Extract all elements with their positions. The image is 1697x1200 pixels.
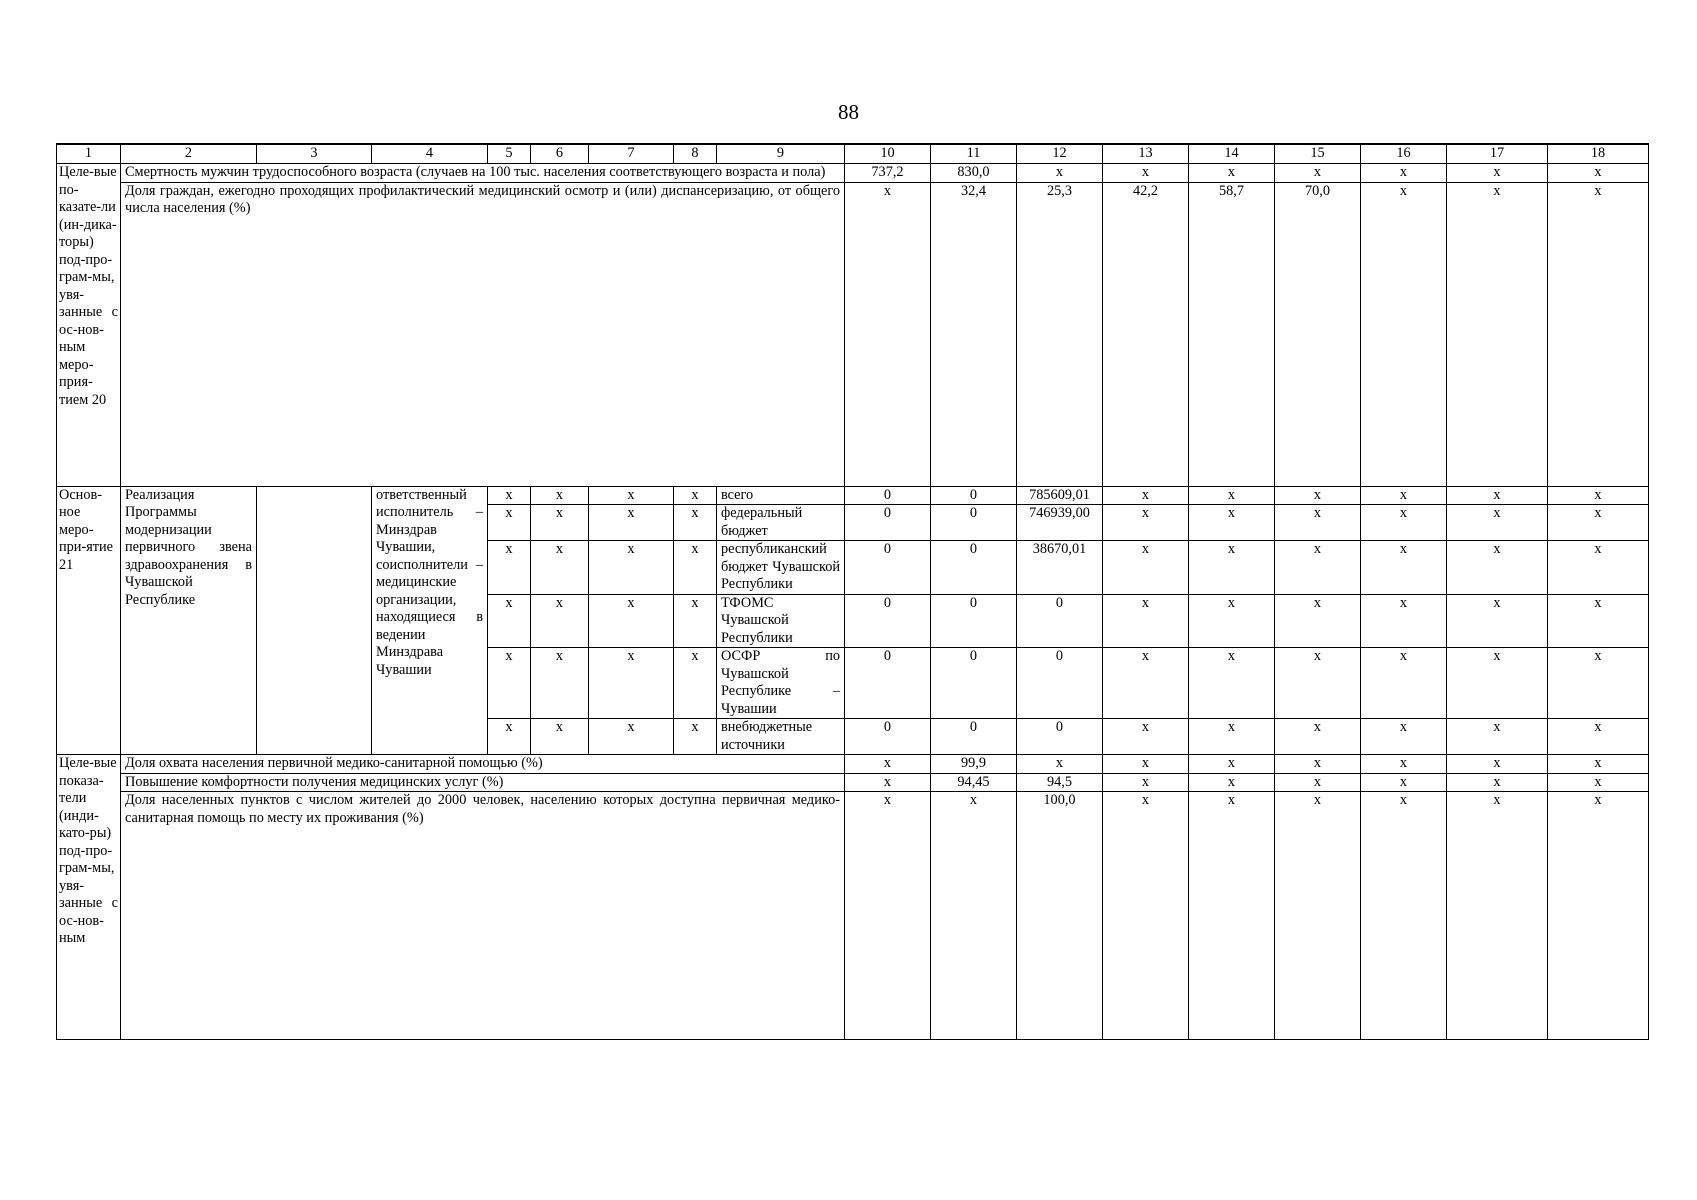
value-cell: х xyxy=(1447,182,1548,486)
value-cell: 70,0 xyxy=(1275,182,1361,486)
indicator-name: Доля населенных пунктов с числом жителей до 2000 человек, населению которых доступна первичная медико-санитарная помощь по месту их проживания (%) xyxy=(121,792,845,1040)
value-cell: х xyxy=(1103,541,1189,595)
value-cell: х xyxy=(845,792,931,1040)
value-cell: х xyxy=(1275,541,1361,595)
value-cell: х xyxy=(1189,486,1275,505)
value-cell: х xyxy=(1103,755,1189,774)
value-cell: 0 xyxy=(845,648,931,719)
indicators-label: Целе-вые по-казате-ли (ин-дика-торы) под-про-грам-мы, увя-занные с ос-нов-ным меро-прия-тием 20 xyxy=(57,164,121,487)
value-cell: х xyxy=(1447,648,1548,719)
value-cell: 58,7 xyxy=(1189,182,1275,486)
mark-cell: х xyxy=(674,719,717,755)
value-cell: х xyxy=(1361,164,1447,183)
value-cell: х xyxy=(1103,594,1189,648)
value-cell: х xyxy=(1103,164,1189,183)
event-row xyxy=(57,486,1649,505)
indicator-name: Доля охвата населения первичной медико-санитарной помощью (%) xyxy=(121,755,845,774)
value-cell: х xyxy=(1361,505,1447,541)
mark-cell: х xyxy=(674,648,717,719)
value-cell: 0 xyxy=(931,541,1017,595)
value-cell: х xyxy=(1189,541,1275,595)
value-cell: х xyxy=(1361,182,1447,486)
value-cell: х xyxy=(1275,792,1361,1040)
col-header: 3 xyxy=(257,144,372,164)
value-cell: х xyxy=(1189,648,1275,719)
col-header: 13 xyxy=(1103,144,1189,164)
value-cell: х xyxy=(1361,792,1447,1040)
value-cell: х xyxy=(1548,505,1649,541)
col-header: 11 xyxy=(931,144,1017,164)
value-cell: 0 xyxy=(1017,719,1103,755)
col-header: 5 xyxy=(488,144,531,164)
value-cell: х xyxy=(1103,505,1189,541)
value-cell: х xyxy=(1548,486,1649,505)
col-header: 15 xyxy=(1275,144,1361,164)
value-cell: х xyxy=(1103,773,1189,792)
value-cell: 746939,00 xyxy=(1017,505,1103,541)
value-cell: х xyxy=(1447,486,1548,505)
col-header: 2 xyxy=(121,144,257,164)
value-cell: 100,0 xyxy=(1017,792,1103,1040)
value-cell: х xyxy=(1447,773,1548,792)
value-cell: х xyxy=(1548,773,1649,792)
col-header: 18 xyxy=(1548,144,1649,164)
col-header: 9 xyxy=(717,144,845,164)
value-cell: х xyxy=(1275,773,1361,792)
mark-cell: х xyxy=(488,505,531,541)
value-cell: х xyxy=(1361,719,1447,755)
value-cell: х xyxy=(1548,594,1649,648)
value-cell: х xyxy=(1275,755,1361,774)
value-cell: х xyxy=(1275,719,1361,755)
value-cell: х xyxy=(1361,773,1447,792)
indicator-row xyxy=(57,755,1649,774)
col-header: 4 xyxy=(372,144,488,164)
mark-cell: х xyxy=(674,505,717,541)
event-col3 xyxy=(257,486,372,755)
value-cell: 38670,01 xyxy=(1017,541,1103,595)
col-header: 7 xyxy=(589,144,674,164)
value-cell: х xyxy=(1275,486,1361,505)
value-cell: 32,4 xyxy=(931,182,1017,486)
column-numbers-row xyxy=(57,144,1649,164)
indicators-label: Целе-вые показа-тели (инди-като-ры) под-про-грам-мы, увя-занные с ос-нов-ным xyxy=(57,755,121,1040)
value-cell: х xyxy=(1189,164,1275,183)
value-cell: х xyxy=(1361,486,1447,505)
indicator-name: Повышение комфортности получения медицинских услуг (%) xyxy=(121,773,845,792)
value-cell: х xyxy=(1103,486,1189,505)
value-cell: х xyxy=(1548,719,1649,755)
value-cell: 0 xyxy=(845,486,931,505)
mark-cell: х xyxy=(531,486,589,505)
value-cell: х xyxy=(1189,773,1275,792)
value-cell: х xyxy=(845,755,931,774)
funding-source: федеральный бюджет xyxy=(717,505,845,541)
value-cell: х xyxy=(1189,792,1275,1040)
value-cell: х xyxy=(1275,648,1361,719)
value-cell: х xyxy=(845,182,931,486)
value-cell: х xyxy=(1447,792,1548,1040)
mark-cell: х xyxy=(531,719,589,755)
mark-cell: х xyxy=(674,541,717,595)
event-label: Основ-ное меро-при-ятие 21 xyxy=(57,486,121,755)
value-cell: х xyxy=(1189,719,1275,755)
mark-cell: х xyxy=(589,505,674,541)
value-cell: 0 xyxy=(845,594,931,648)
mark-cell: х xyxy=(589,648,674,719)
funding-source: ТФОМС Чувашской Республики xyxy=(717,594,845,648)
value-cell: 0 xyxy=(931,486,1017,505)
col-header: 14 xyxy=(1189,144,1275,164)
mark-cell: х xyxy=(488,594,531,648)
mark-cell: х xyxy=(488,541,531,595)
value-cell: 0 xyxy=(1017,648,1103,719)
indicator-row xyxy=(57,773,1649,792)
value-cell: х xyxy=(1017,164,1103,183)
col-header: 10 xyxy=(845,144,931,164)
value-cell: х xyxy=(1103,792,1189,1040)
value-cell: 94,45 xyxy=(931,773,1017,792)
col-header: 6 xyxy=(531,144,589,164)
mark-cell: х xyxy=(589,719,674,755)
value-cell: х xyxy=(1548,755,1649,774)
value-cell: 830,0 xyxy=(931,164,1017,183)
indicator-name: Смертность мужчин трудоспособного возраста (случаев на 100 тыс. населения соответствующего возраста и пола) xyxy=(121,164,845,183)
mark-cell: х xyxy=(488,648,531,719)
value-cell: х xyxy=(1548,541,1649,595)
value-cell: 0 xyxy=(845,505,931,541)
value-cell: х xyxy=(1361,755,1447,774)
value-cell: х xyxy=(845,773,931,792)
mark-cell: х xyxy=(674,486,717,505)
col-header: 8 xyxy=(674,144,717,164)
value-cell: х xyxy=(1275,164,1361,183)
value-cell: 0 xyxy=(931,719,1017,755)
col-header: 12 xyxy=(1017,144,1103,164)
value-cell: х xyxy=(1017,755,1103,774)
value-cell: х xyxy=(1361,541,1447,595)
value-cell: х xyxy=(1447,505,1548,541)
value-cell: 737,2 xyxy=(845,164,931,183)
value-cell: х xyxy=(1189,505,1275,541)
value-cell: х xyxy=(1548,164,1649,183)
mark-cell: х xyxy=(589,541,674,595)
mark-cell: х xyxy=(531,648,589,719)
value-cell: х xyxy=(1275,594,1361,648)
value-cell: х xyxy=(1447,719,1548,755)
event-name: Реализация Программы модернизации первичного звена здравоохранения в Чувашской Республике xyxy=(121,486,257,755)
value-cell: х xyxy=(1447,164,1548,183)
mark-cell: х xyxy=(531,594,589,648)
value-cell: х xyxy=(1447,541,1548,595)
value-cell: 94,5 xyxy=(1017,773,1103,792)
funding-source: ОСФР по Чувашской Республике – Чувашии xyxy=(717,648,845,719)
value-cell: 42,2 xyxy=(1103,182,1189,486)
program-table xyxy=(56,143,1649,1040)
value-cell: 0 xyxy=(845,541,931,595)
mark-cell: х xyxy=(674,594,717,648)
value-cell: 0 xyxy=(1017,594,1103,648)
value-cell: 25,3 xyxy=(1017,182,1103,486)
value-cell: 785609,01 xyxy=(1017,486,1103,505)
mark-cell: х xyxy=(488,486,531,505)
value-cell: х xyxy=(931,792,1017,1040)
mark-cell: х xyxy=(531,505,589,541)
mark-cell: х xyxy=(488,719,531,755)
indicator-row xyxy=(57,164,1649,183)
funding-source: внебюджетные источники xyxy=(717,719,845,755)
value-cell: х xyxy=(1361,648,1447,719)
value-cell: х xyxy=(1548,648,1649,719)
value-cell: х xyxy=(1189,594,1275,648)
indicator-name: Доля граждан, ежегодно проходящих профилактический медицинский осмотр и (или) диспансеризацию, от общего числа населения (%) xyxy=(121,182,845,486)
value-cell: х xyxy=(1361,594,1447,648)
mark-cell: х xyxy=(589,486,674,505)
value-cell: 0 xyxy=(931,648,1017,719)
value-cell: х xyxy=(1447,755,1548,774)
indicator-row xyxy=(57,182,1649,486)
value-cell: х xyxy=(1189,755,1275,774)
value-cell: 0 xyxy=(931,505,1017,541)
value-cell: х xyxy=(1548,792,1649,1040)
value-cell: х xyxy=(1275,505,1361,541)
event-executor: ответственный исполнитель – Минздрав Чувашии, соисполнители – медицинские организации, находящиеся в ведении Минздрава Чувашии xyxy=(372,486,488,755)
page-number: 88 xyxy=(838,100,859,124)
value-cell: х xyxy=(1447,594,1548,648)
col-header: 17 xyxy=(1447,144,1548,164)
col-header: 16 xyxy=(1361,144,1447,164)
col-header: 1 xyxy=(57,144,121,164)
value-cell: х xyxy=(1103,719,1189,755)
value-cell: 0 xyxy=(845,719,931,755)
value-cell: 99,9 xyxy=(931,755,1017,774)
indicator-row xyxy=(57,792,1649,1040)
funding-source: всего xyxy=(717,486,845,505)
mark-cell: х xyxy=(589,594,674,648)
funding-source: республиканский бюджет Чувашской Республики xyxy=(717,541,845,595)
value-cell: х xyxy=(1548,182,1649,486)
value-cell: х xyxy=(1103,648,1189,719)
value-cell: 0 xyxy=(931,594,1017,648)
mark-cell: х xyxy=(531,541,589,595)
